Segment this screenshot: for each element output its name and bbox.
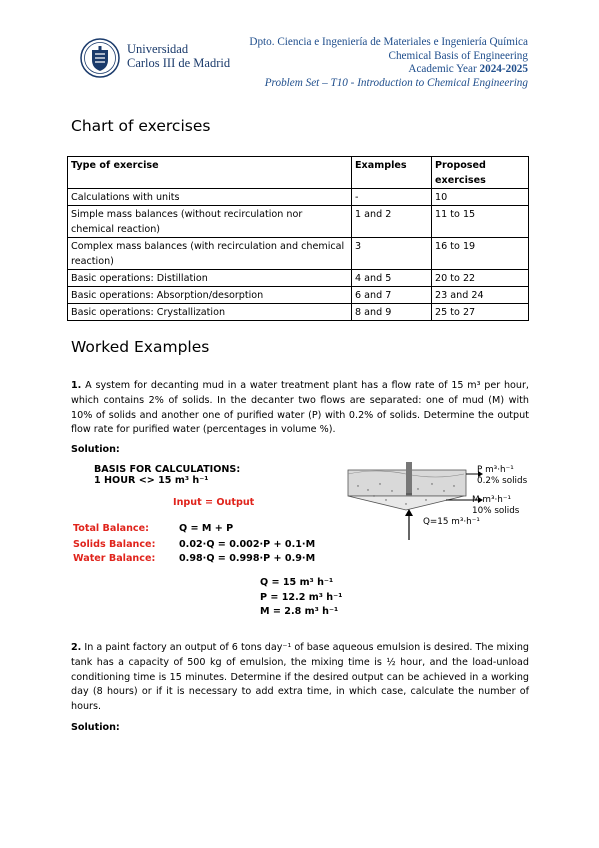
cell-examples: 1 and 2 [352,206,432,238]
problem2-text: In a paint factory an output of 6 tons day⁻¹ of base aqueous emulsion is desired. The mixing tank has a capacity of 500 kg of emulsion, the mixing time is ½ hour, and the load-unload conditioning time is 15 minutes. Determine if the desired output can be achieved in a working day (8 hours) or if it is necessary to add extra time, in which case, calculate the number of hours. [71,642,529,713]
cell-type: Basic operations: Crystallization [68,304,352,321]
problem1-text: A system for decanting mud in a water treatment plant has a flow rate of 15 m³ per hour, which contains 2% of solids. In the decanter two flows are separated: one of mud (M) with 10% of solids and another one of purified water (P) with 0.2% of solids. Determine the output flow rate for purified water (percentages in volume %). [71,380,529,436]
solids-balance-eq: 0.02·Q = 0.002·P + 0.1·M [179,539,316,550]
total-balance-label: Total Balance: [73,523,149,534]
total-balance-eq: Q = M + P [179,523,234,534]
cell-proposed: 25 to 27 [432,304,529,321]
department-name: Dpto. Ciencia e Ingeniería de Materiales e Ingeniería Química [249,36,528,48]
table-header-row [68,157,529,189]
academic-year [249,63,528,77]
cell-type: Calculations with units [68,189,352,206]
cell-type: Complex mass balances (with recirculation and chemical reaction) [68,238,352,270]
p-flow-label: P m³·h⁻¹ [477,465,514,475]
table-row [68,238,529,270]
academic-year-label: Academic Year [408,63,480,75]
cell-examples: - [352,189,432,206]
decanter-diagram [346,460,546,542]
university-line2: Carlos III de Madrid [127,56,231,70]
solids-balance-label: Solids Balance: [73,539,156,550]
cell-examples: 3 [352,238,432,270]
cell-type: Basic operations: Distillation [68,270,352,287]
academic-year-value: 2024-2025 [479,63,528,75]
cell-examples: 8 and 9 [352,304,432,321]
cell-examples: 6 and 7 [352,287,432,304]
header-examples: Examples [352,157,432,189]
m-solids-label: 10% solids [472,506,520,516]
table-row [68,304,529,321]
p-solids-label: 0.2% solids [477,476,528,486]
cell-proposed: 23 and 24 [432,287,529,304]
problem2-statement [71,641,529,715]
exercises-table [67,156,529,321]
problem2-number: 2. [71,642,82,653]
result-m: M = 2.8 m³ h⁻¹ [260,606,339,617]
table-row [68,270,529,287]
university-name [127,42,230,70]
problem1-number: 1. [71,380,82,391]
cell-proposed: 10 [432,189,529,206]
problem1-solution-label: Solution: [71,444,120,455]
cell-examples: 4 and 5 [352,270,432,287]
basis-line2: 1 HOUR <> 15 m³ h⁻¹ [94,475,209,486]
input-output-label: Input = Output [173,497,255,508]
header-proposed: Proposed exercises [432,157,529,189]
m-flow-label: M m³·h⁻¹ [472,495,512,505]
q-flow-label: Q=15 m³·h⁻¹ [423,517,480,527]
worked-examples-title: Worked Examples [71,338,210,356]
result-p: P = 12.2 m³ h⁻¹ [260,592,343,603]
table-row [68,287,529,304]
problem2-solution-label: Solution: [71,722,120,733]
water-balance-label: Water Balance: [73,553,156,564]
header-type: Type of exercise [68,157,352,189]
table-row [68,206,529,238]
cell-proposed: 11 to 15 [432,206,529,238]
cell-type: Basic operations: Absorption/desorption [68,287,352,304]
cell-type: Simple mass balances (without recirculation nor chemical reaction) [68,206,352,238]
course-name: Chemical Basis of Engineering [388,49,528,62]
university-logo [80,38,120,78]
header-info [249,36,528,90]
basis-line1: BASIS FOR CALCULATIONS: [94,464,241,475]
cell-proposed: 16 to 19 [432,238,529,270]
cell-proposed: 20 to 22 [432,270,529,287]
chart-title: Chart of exercises [71,117,211,135]
result-q: Q = 15 m³ h⁻¹ [260,577,334,588]
problem-set-title: Problem Set – T10 - Introduction to Chemical Engineering [264,76,528,89]
table-row [68,189,529,206]
problem1-statement [71,379,529,438]
water-balance-eq: 0.98·Q = 0.998·P + 0.9·M [179,553,316,564]
university-line1: Universidad [127,42,189,56]
